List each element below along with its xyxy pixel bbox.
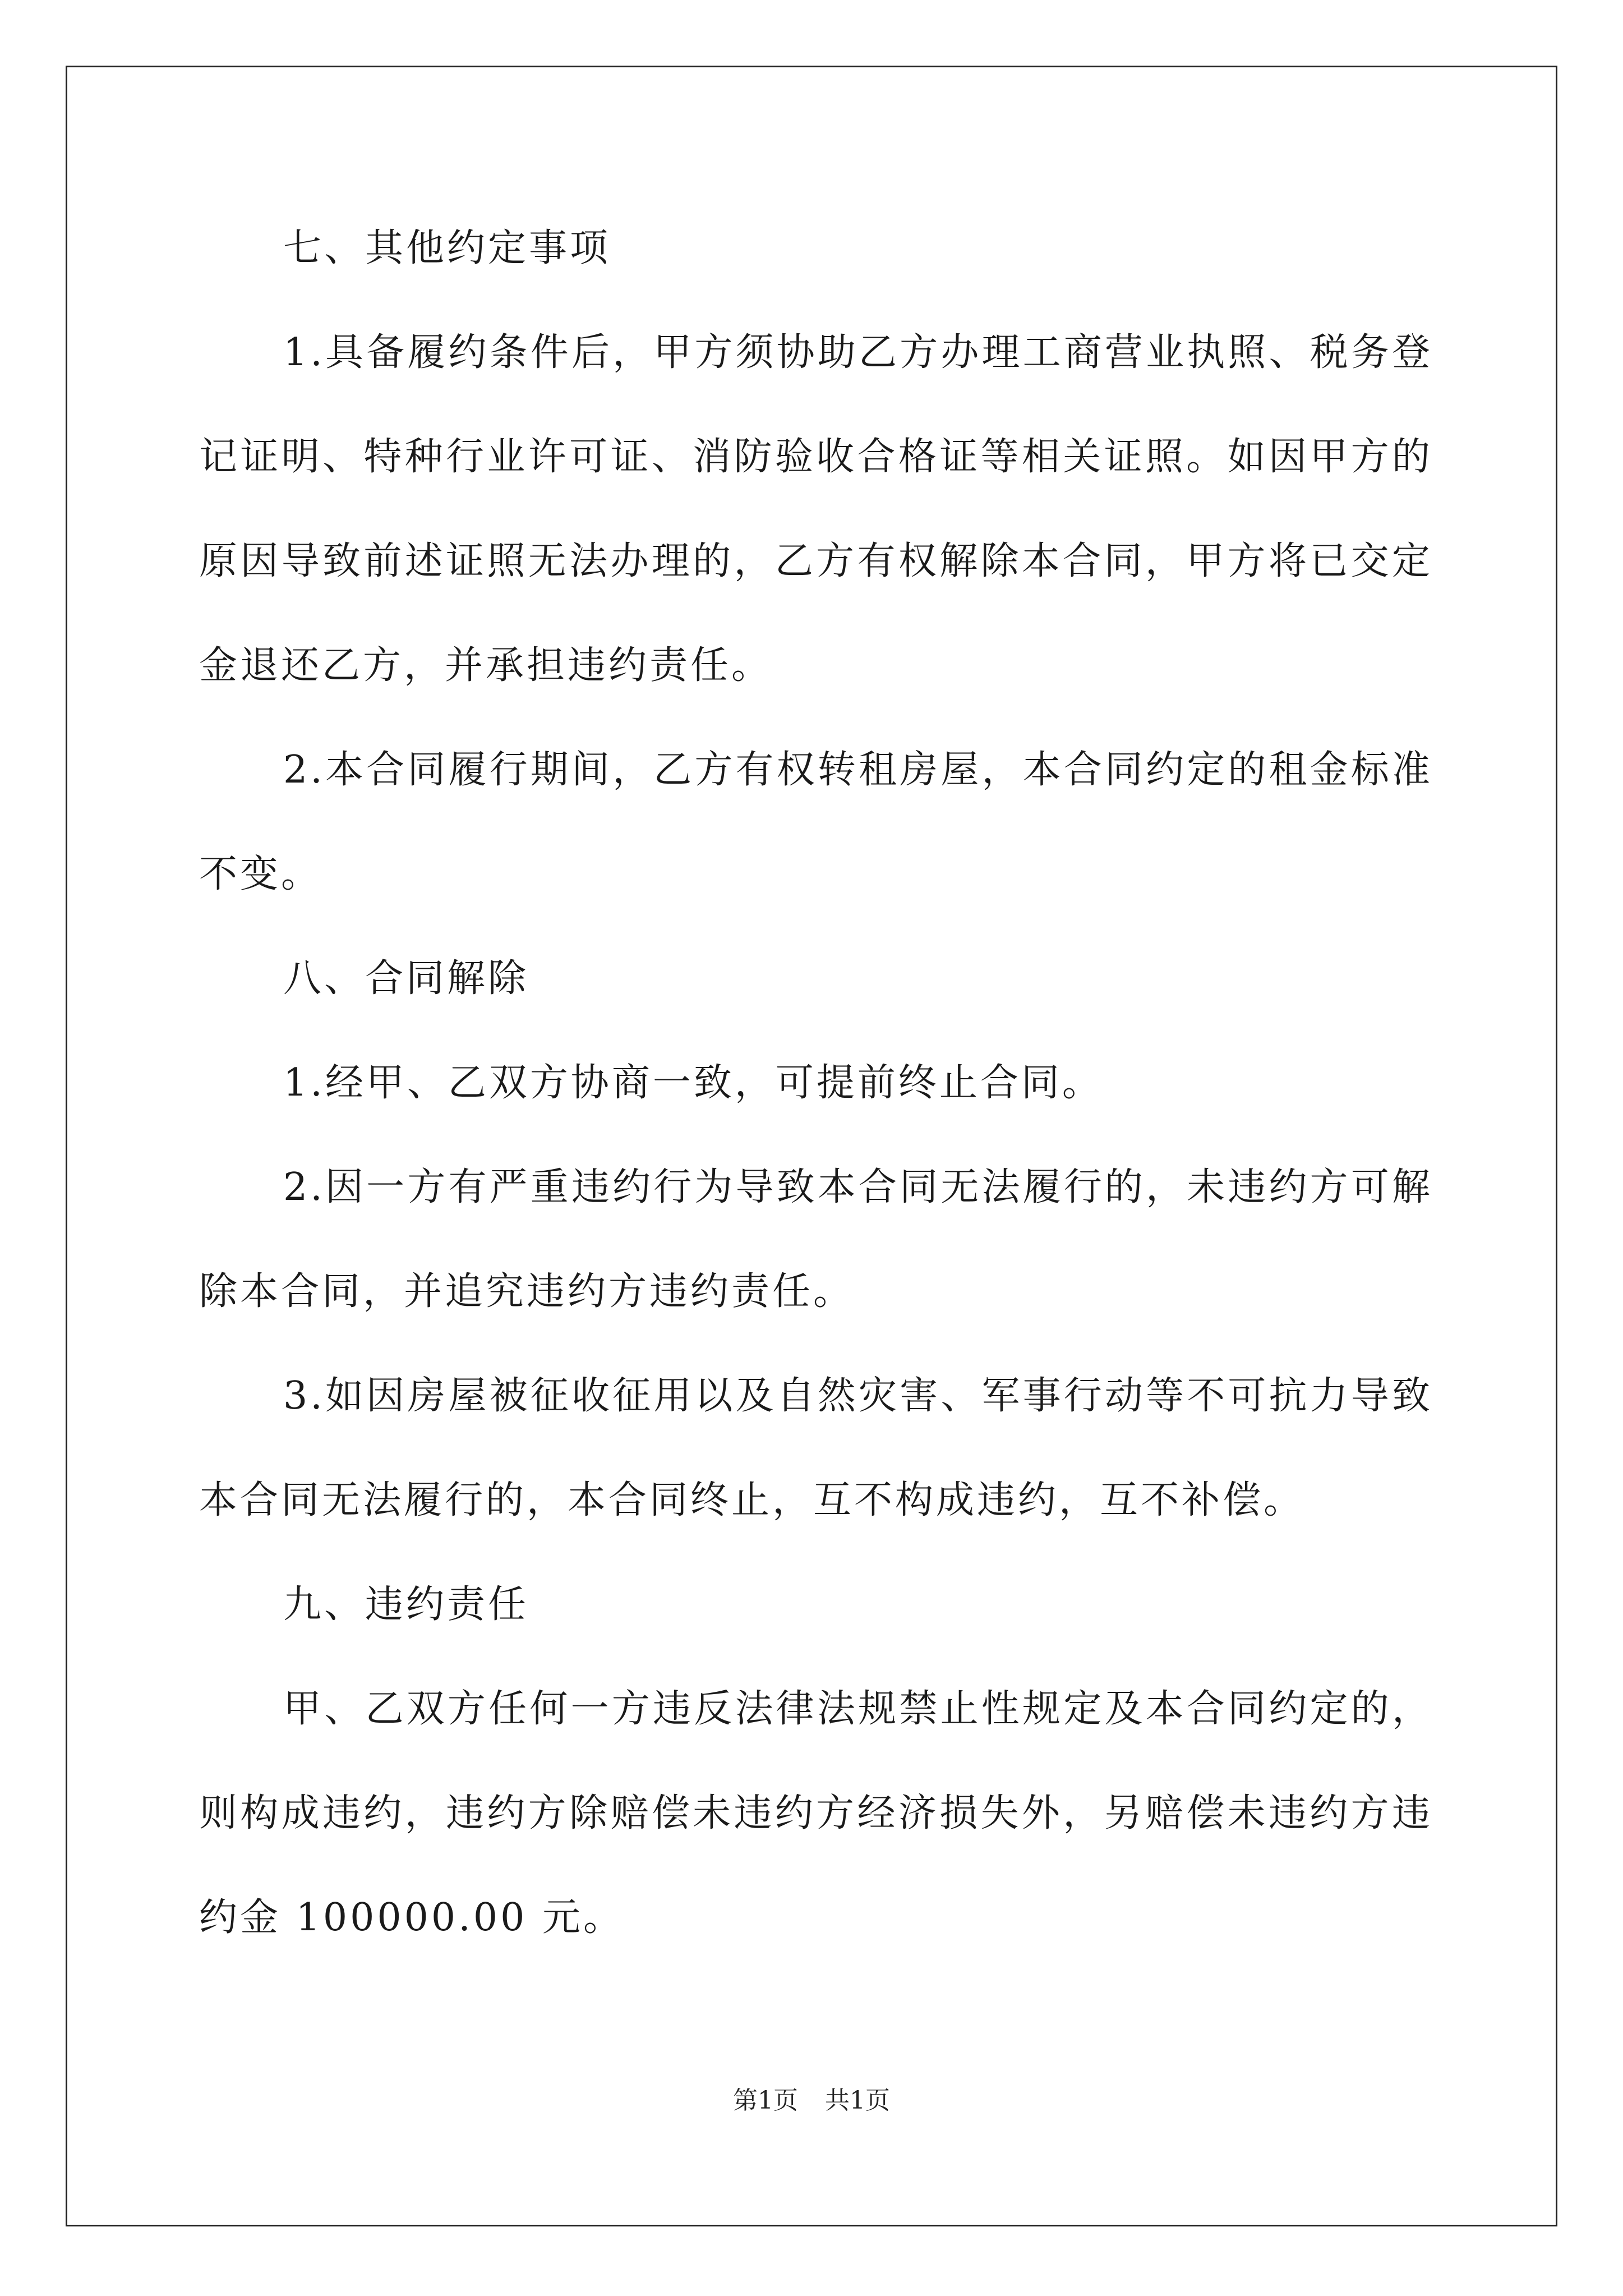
paragraph: 2.本合同履行期间，乙方有权转租房屋，本合同约定的租金标准不变。 <box>199 748 1433 896</box>
section-heading-termination: 八、合同解除 <box>283 956 529 1001</box>
page-footer <box>0 2084 1623 2118</box>
document-body <box>199 196 1433 1970</box>
paragraph: 甲、乙双方任何一方违反法律法规禁止性规定及本合同约定的，则构成违约，违约方除赔偿未违约方经济损失外，另赔偿未违约方违约金 100000.00 元。 <box>199 1687 1433 1940</box>
paragraph: 2.因一方有严重违约行为导致本合同无法履行的，未违约方可解除本合同，并追究违约方违约责任。 <box>199 1165 1433 1314</box>
section-heading-other-terms: 七、其他约定事项 <box>283 226 611 270</box>
page-total: 共1页 <box>825 2086 890 2115</box>
section-heading-liability: 九、违约责任 <box>283 1582 529 1627</box>
paragraph: 1.经甲、乙双方协商一致，可提前终止合同。 <box>283 1061 1103 1105</box>
page-number: 第1页 <box>733 2086 798 2115</box>
paragraph: 3.如因房屋被征收征用以及自然灾害、军事行动等不可抗力导致本合同无法履行的，本合同终止，互不构成违约，互不补偿。 <box>199 1374 1433 1522</box>
paragraph: 1.具备履约条件后，甲方须协助乙方办理工商营业执照、税务登记证明、特种行业许可证、消防验收合格证等相关证照。如因甲方的原因导致前述证照无法办理的，乙方有权解除本合同，甲方将已交定金退还乙方，并承担违约责任。 <box>199 330 1433 688</box>
